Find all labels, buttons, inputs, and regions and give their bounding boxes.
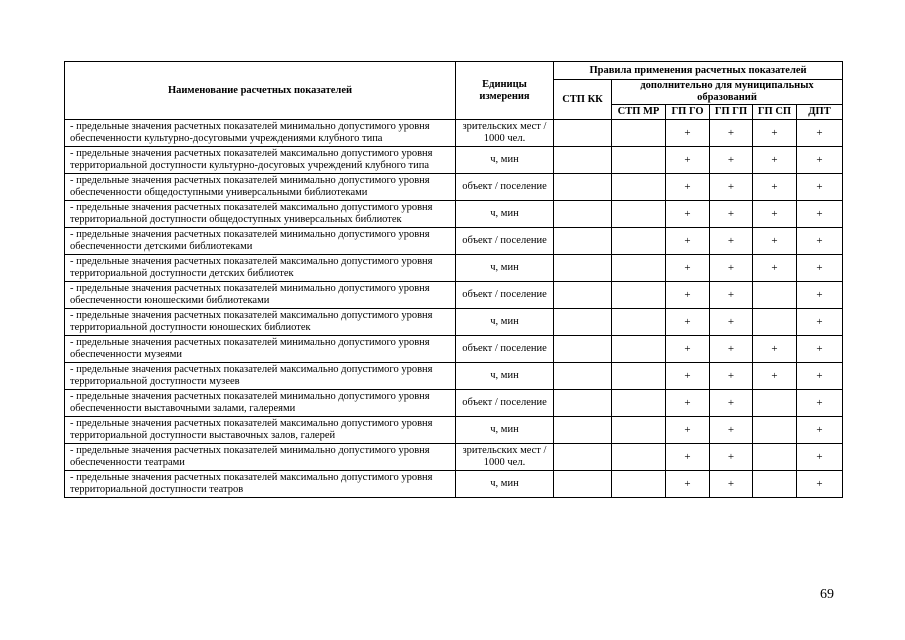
- header-rules: Правила применения расчетных показателей: [554, 62, 843, 80]
- table-row: [65, 174, 843, 201]
- cell-gp-sp: [753, 309, 797, 336]
- cell-dpt: +: [797, 336, 843, 363]
- cell-gp-gp: +: [710, 363, 753, 390]
- header-gp-sp: ГП СП: [753, 105, 797, 120]
- row-name: - предельные значения расчетных показателей максимально допустимого уровня территориальной доступности музеев: [65, 363, 456, 390]
- header-dpt: ДПТ: [797, 105, 843, 120]
- cell-gp-gp: +: [710, 444, 753, 471]
- cell-dpt: +: [797, 444, 843, 471]
- row-name: - предельные значения расчетных показателей минимально допустимого уровня обеспеченности выставочными залами, галереями: [65, 390, 456, 417]
- cell-stp-mr: [612, 282, 666, 309]
- cell-stp-mr: [612, 336, 666, 363]
- cell-gp-gp: +: [710, 336, 753, 363]
- table-row: [65, 201, 843, 228]
- row-unit: объект / поселение: [456, 336, 554, 363]
- table-row: [65, 444, 843, 471]
- header-stp-mr: СТП МР: [612, 105, 666, 120]
- cell-gp-go: +: [666, 390, 710, 417]
- row-unit: зрительских мест / 1000 чел.: [456, 120, 554, 147]
- cell-stp-mr: [612, 471, 666, 498]
- table-row: [65, 228, 843, 255]
- table-row: [65, 471, 843, 498]
- header-unit: Единицы измерения: [456, 62, 554, 120]
- cell-stp-mr: [612, 174, 666, 201]
- header-gp-gp: ГП ГП: [710, 105, 753, 120]
- cell-dpt: +: [797, 282, 843, 309]
- page-number: 69: [820, 587, 834, 602]
- table-row: [65, 120, 843, 147]
- table-header: [65, 62, 843, 120]
- cell-gp-go: +: [666, 417, 710, 444]
- cell-gp-sp: [753, 471, 797, 498]
- row-name: - предельные значения расчетных показателей минимально допустимого уровня обеспеченности детскими библиотеками: [65, 228, 456, 255]
- cell-gp-go: +: [666, 282, 710, 309]
- cell-dpt: +: [797, 255, 843, 282]
- row-name: - предельные значения расчетных показателей максимально допустимого уровня территориальной доступности театров: [65, 471, 456, 498]
- cell-gp-go: +: [666, 174, 710, 201]
- cell-stp-mr: [612, 390, 666, 417]
- cell-dpt: +: [797, 471, 843, 498]
- table-row: [65, 336, 843, 363]
- table-body: [65, 120, 843, 498]
- cell-gp-gp: +: [710, 471, 753, 498]
- row-unit: ч, мин: [456, 147, 554, 174]
- table-row: [65, 417, 843, 444]
- cell-dpt: +: [797, 228, 843, 255]
- cell-gp-go: +: [666, 201, 710, 228]
- cell-stp-mr: [612, 255, 666, 282]
- row-name: - предельные значения расчетных показателей минимально допустимого уровня обеспеченности музеями: [65, 336, 456, 363]
- cell-gp-sp: +: [753, 336, 797, 363]
- cell-gp-go: +: [666, 120, 710, 147]
- cell-stp-kk: [554, 471, 612, 498]
- cell-gp-go: +: [666, 444, 710, 471]
- cell-gp-gp: +: [710, 309, 753, 336]
- table-row: [65, 255, 843, 282]
- table-row: [65, 282, 843, 309]
- cell-gp-sp: +: [753, 255, 797, 282]
- cell-gp-sp: [753, 417, 797, 444]
- cell-gp-gp: +: [710, 147, 753, 174]
- cell-gp-sp: +: [753, 228, 797, 255]
- row-unit: объект / поселение: [456, 282, 554, 309]
- cell-stp-kk: [554, 417, 612, 444]
- cell-gp-sp: +: [753, 363, 797, 390]
- row-unit: ч, мин: [456, 417, 554, 444]
- cell-stp-kk: [554, 390, 612, 417]
- cell-stp-kk: [554, 444, 612, 471]
- row-unit: объект / поселение: [456, 390, 554, 417]
- row-unit: объект / поселение: [456, 228, 554, 255]
- cell-stp-kk: [554, 309, 612, 336]
- row-name: - предельные значения расчетных показателей минимально допустимого уровня обеспеченности культурно-досуговыми учреждениями клубного типа: [65, 120, 456, 147]
- cell-dpt: +: [797, 363, 843, 390]
- cell-stp-mr: [612, 417, 666, 444]
- cell-gp-gp: +: [710, 255, 753, 282]
- table-row: [65, 309, 843, 336]
- cell-gp-sp: +: [753, 174, 797, 201]
- cell-gp-gp: +: [710, 282, 753, 309]
- cell-stp-kk: [554, 282, 612, 309]
- row-name: - предельные значения расчетных показателей минимально допустимого уровня обеспеченности юношескими библиотеками: [65, 282, 456, 309]
- cell-dpt: +: [797, 390, 843, 417]
- cell-gp-gp: +: [710, 228, 753, 255]
- table-row: [65, 390, 843, 417]
- cell-dpt: +: [797, 174, 843, 201]
- cell-gp-sp: +: [753, 201, 797, 228]
- indicators-table: [64, 61, 843, 498]
- cell-gp-go: +: [666, 471, 710, 498]
- cell-dpt: +: [797, 147, 843, 174]
- table-row: [65, 363, 843, 390]
- cell-gp-sp: +: [753, 120, 797, 147]
- cell-gp-gp: +: [710, 417, 753, 444]
- cell-gp-go: +: [666, 363, 710, 390]
- cell-stp-mr: [612, 147, 666, 174]
- row-unit: ч, мин: [456, 309, 554, 336]
- cell-stp-mr: [612, 363, 666, 390]
- row-name: - предельные значения расчетных показателей максимально допустимого уровня территориальной доступности детских библиотек: [65, 255, 456, 282]
- row-name: - предельные значения расчетных показателей максимально допустимого уровня территориальной доступности юношеских библиотек: [65, 309, 456, 336]
- row-unit: ч, мин: [456, 471, 554, 498]
- header-name: Наименование расчетных показателей: [65, 62, 456, 120]
- cell-gp-go: +: [666, 147, 710, 174]
- cell-dpt: +: [797, 201, 843, 228]
- cell-stp-kk: [554, 147, 612, 174]
- row-name: - предельные значения расчетных показателей максимально допустимого уровня территориальной доступности общедоступных универсальных библиотек: [65, 201, 456, 228]
- table-row: [65, 147, 843, 174]
- cell-gp-go: +: [666, 336, 710, 363]
- header-gp-go: ГП ГО: [666, 105, 710, 120]
- cell-gp-go: +: [666, 309, 710, 336]
- cell-stp-kk: [554, 228, 612, 255]
- cell-gp-sp: +: [753, 147, 797, 174]
- cell-gp-gp: +: [710, 174, 753, 201]
- row-name: - предельные значения расчетных показателей максимально допустимого уровня территориальной доступности культурно-досуговых учреждений клубного типа: [65, 147, 456, 174]
- row-unit: ч, мин: [456, 201, 554, 228]
- row-name: - предельные значения расчетных показателей минимально допустимого уровня обеспеченности театрами: [65, 444, 456, 471]
- row-unit: ч, мин: [456, 255, 554, 282]
- cell-gp-go: +: [666, 228, 710, 255]
- cell-stp-kk: [554, 255, 612, 282]
- row-unit: объект / поселение: [456, 174, 554, 201]
- cell-gp-gp: +: [710, 120, 753, 147]
- cell-stp-mr: [612, 309, 666, 336]
- cell-dpt: +: [797, 417, 843, 444]
- row-unit: ч, мин: [456, 363, 554, 390]
- cell-stp-mr: [612, 120, 666, 147]
- cell-gp-go: +: [666, 255, 710, 282]
- cell-dpt: +: [797, 120, 843, 147]
- cell-gp-gp: +: [710, 201, 753, 228]
- header-additional: дополнительно для муниципальных образований: [612, 80, 843, 105]
- cell-stp-kk: [554, 336, 612, 363]
- cell-stp-kk: [554, 201, 612, 228]
- row-unit: зрительских мест / 1000 чел.: [456, 444, 554, 471]
- cell-gp-sp: [753, 282, 797, 309]
- cell-stp-mr: [612, 444, 666, 471]
- cell-gp-gp: +: [710, 390, 753, 417]
- cell-stp-mr: [612, 201, 666, 228]
- cell-stp-kk: [554, 363, 612, 390]
- cell-stp-kk: [554, 120, 612, 147]
- cell-dpt: +: [797, 309, 843, 336]
- cell-stp-mr: [612, 228, 666, 255]
- row-name: - предельные значения расчетных показателей минимально допустимого уровня обеспеченности общедоступными универсальными библиотеками: [65, 174, 456, 201]
- header-stp-kk: СТП КК: [554, 80, 612, 120]
- cell-stp-kk: [554, 174, 612, 201]
- row-name: - предельные значения расчетных показателей максимально допустимого уровня территориальной доступности выставочных залов, галерей: [65, 417, 456, 444]
- cell-gp-sp: [753, 444, 797, 471]
- cell-gp-sp: [753, 390, 797, 417]
